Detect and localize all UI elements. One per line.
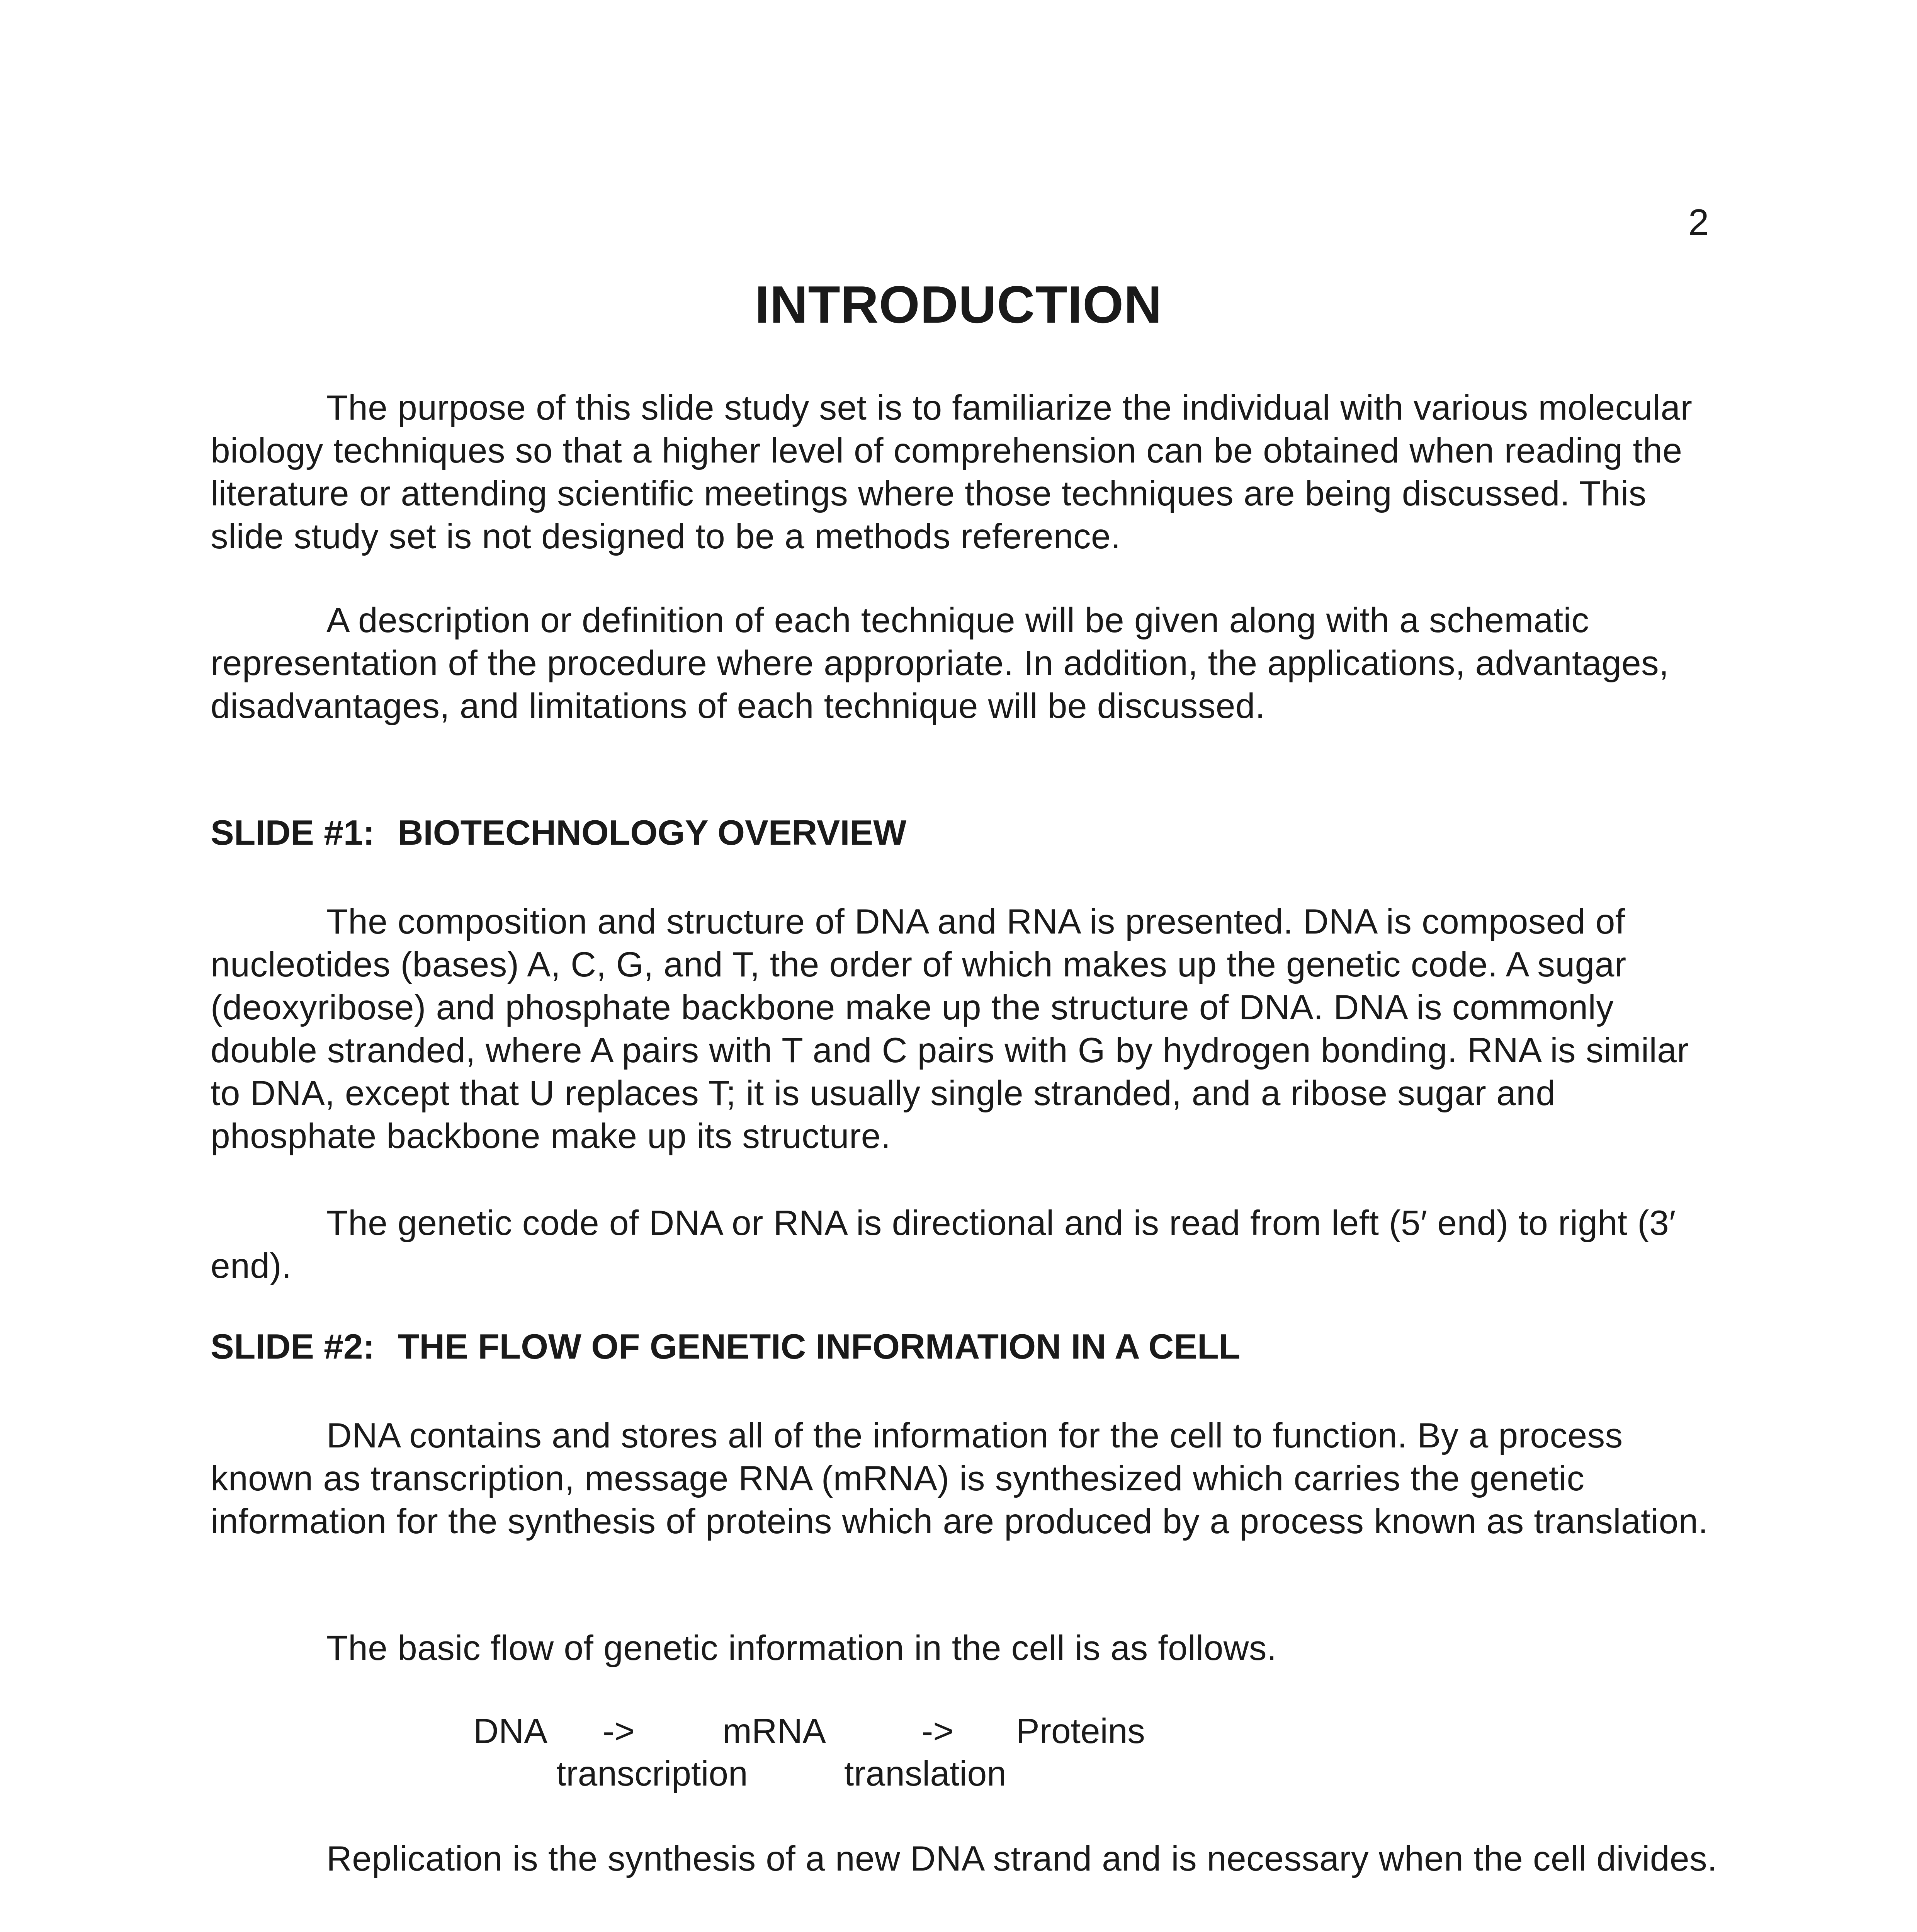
intro-paragraph-2: A description or definition of each technique will be given along with a schematic representation of the procedure where appropriate. In addition, the applications, advantages, disadvantages, and limitations of each technique will be discussed. (211, 601, 1669, 726)
flow-dna: DNA (473, 1712, 548, 1751)
slide2-heading: SLIDE #2: THE FLOW OF GENETIC INFORMATION IN A CELL (211, 1327, 1241, 1366)
page-number: 2 (1688, 202, 1709, 243)
slide2-paragraph-2: The basic flow of genetic information in the cell is as follows. (326, 1629, 1277, 1668)
flow-proteins: Proteins (1016, 1712, 1145, 1751)
flow-arrow-1: -> (603, 1712, 635, 1751)
flow-label-translation: translation (844, 1754, 1006, 1793)
intro-paragraph-1: The purpose of this slide study set is to familiarize the individual with various molecular biology techniques so that a higher level of comprehension can be obtained when reading the literature or attending scientific meetings where those techniques are being discussed. This slide study set is not designed to be a methods reference. (211, 388, 1693, 556)
flow-label-transcription: transcription (556, 1754, 748, 1793)
slide1-paragraph-2: The genetic code of DNA or RNA is directional and is read from left (5′ end) to right (3′ end). (211, 1204, 1676, 1286)
flow-diagram-transcription (0, 1714, 1917, 1806)
slide2-paragraph-3: Replication is the synthesis of a new DNA strand and is necessary when the cell divides. (326, 1839, 1717, 1878)
slide1-paragraph-1: The composition and structure of DNA and RNA is presented. DNA is composed of nucleotides (bases) A, C, G, and T, the order of which makes up the genetic code. A sugar (deoxyribose) and phosphate backbone make up the structure of DNA. DNA is commonly double stranded, where A pairs with T and C pairs with G by hydrogen bonding. RNA is similar to DNA, except that U replaces T; it is usually single stranded, and a ribose sugar and phosphate backbone make up its structure. (211, 902, 1689, 1156)
flow-arrow-2: -> (921, 1712, 954, 1751)
flow-mrna: mRNA (722, 1712, 826, 1751)
slide1-heading: SLIDE #1: BIOTECHNOLOGY OVERVIEW (211, 813, 907, 852)
slide2-paragraph-1: DNA contains and stores all of the information for the cell to function. By a process known as transcription, message RNA (mRNA) is synthesized which carries the genetic information for the synthesis of proteins which are produced by a process known as translation. (211, 1416, 1708, 1541)
page-title: INTRODUCTION (755, 275, 1162, 334)
